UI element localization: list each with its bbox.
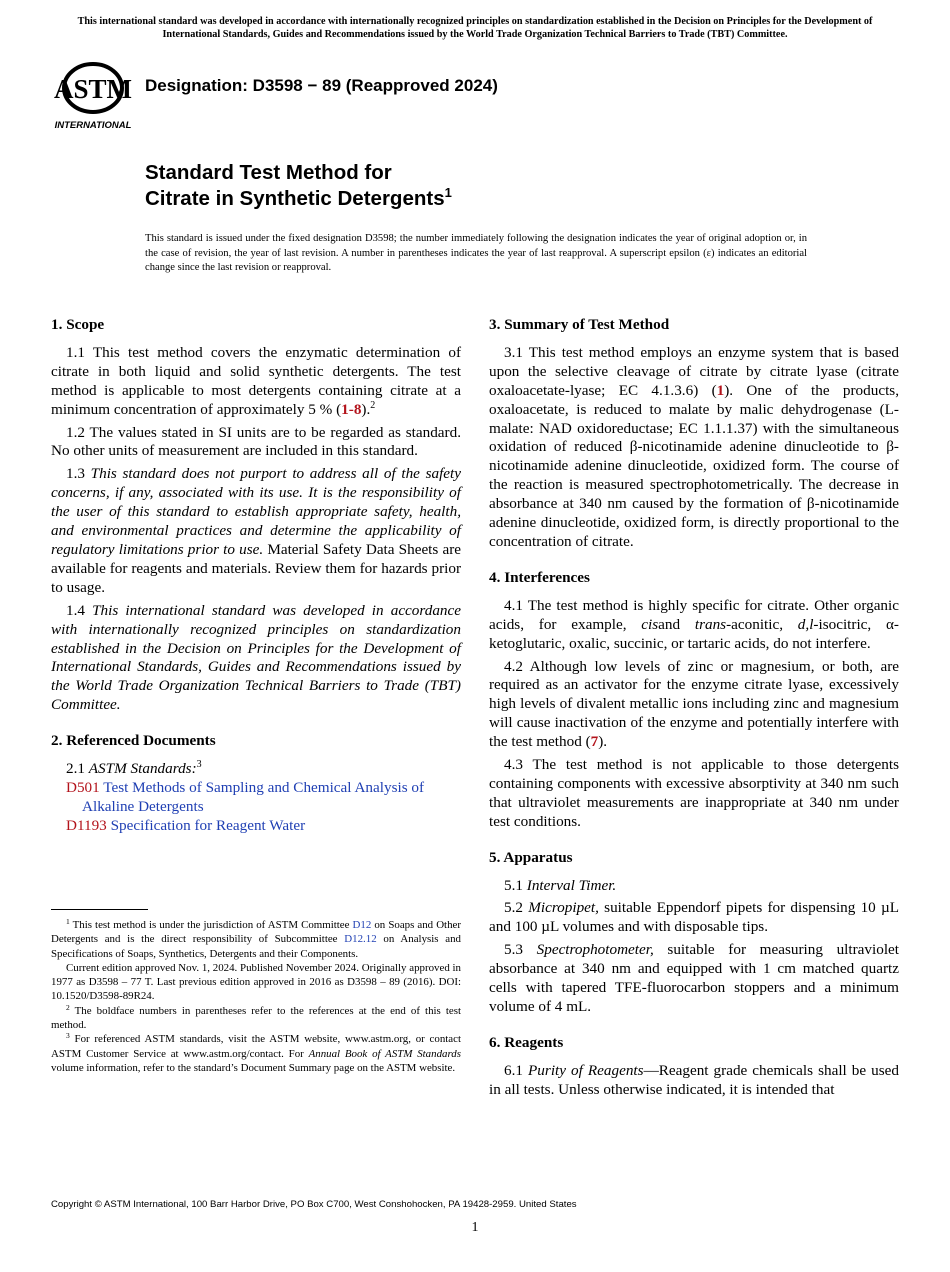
paragraph-1-4: 1.4 This international standard was developed in accordance with internationally recognized principles on standardization established in the Decision on Principles for the Development of International Standards, Guides and Recommendations issued by the World Trade Organization Technical Barriers to Trade (TBT) Committee. (51, 601, 462, 714)
top-notice: This international standard was developed in accordance with internationally recognized principles on standardization established in the Decision on Principles for the Development of International Standards, Guides and Recommendations issued by the World Trade Organization Technical Barriers to Trade (TBT) Committee. (77, 16, 873, 40)
section-heading-reagents: 6. Reagents (489, 1033, 564, 1051)
issuance-statement: This standard is issued under the fixed designation D3598; the number immediately following the designation indicates the year of original adoption or, in the case of revision, the year of last revision. A number in parentheses indicates the year of last reapproval. A superscript epsilon (ε) indicates an editorial change since the last revision or reapproval. (145, 233, 807, 273)
left-column (51, 316, 461, 836)
reference-link[interactable]: 1 (716, 381, 725, 399)
paragraph-5-1: 5.1 Interval Timer. (504, 876, 617, 894)
footnote-divider (51, 909, 148, 910)
copyright: Copyright © ASTM International, 100 Barr Harbor Drive, PO Box C700, West Conshohocken, PA 19428-2959. United States (51, 1199, 577, 1210)
footnote-2: $^2$ The boldface numbers in parentheses refer to the references at the end of this test method. (51, 1002, 461, 1032)
section-heading-apparatus: 5. Apparatus (489, 848, 573, 866)
paragraph-5-2: 5.2 Micropipet, suitable Eppendorf pipets for dispensing 10 µL and 100 µL volumes and with disposable tips. (489, 899, 900, 936)
paragraph-1-3: 1.3 This standard does not purport to address all of the safety concerns, if any, associated with its use. It is the responsibility of the user of this standard to establish appropriate safety, health, and environmental practices and determine the applicability of regulatory limitations prior to use. Material Safety Data Sheets are available for reagents and materials. Review them for hazards prior to usage. (51, 465, 462, 596)
designation: Designation: D3598 − 89 (Reapproved 2024) (145, 76, 498, 95)
logo-text: ASTM (54, 74, 133, 104)
title-line-1: Standard Test Method for (145, 161, 392, 184)
paragraph-3-1: 3.1 This test method employs an enzyme system that is based upon the selective cleavage of citrate by citrate lyase (citrate oxaloacetate-lyase; EC 4.1.3.6) (1). One of the products, oxaloacetate, is reduced to malate by malic dehydrogenase (L-malate: NAD oxidoreductase; EC 1.1.1.37) with the simultaneous oxidation of reduced β-nicotinamide adenine dinucleotide to β-nicotinamide adenine dinucleotide, oxidized form. The course of the reaction is measured spectrophotometrically. The decrease in absorbance at 340 nm caused by the formation of β-nicotinamide adenine dinucleotide, oxidized form, is directly proportional to the concentration of citrate. (489, 343, 900, 550)
title-line-2: Citrate in Synthetic Detergents (145, 187, 445, 210)
reference-link[interactable]: 7 (590, 733, 599, 751)
paragraph-4-3: 4.3 The test method is not applicable to those detergents containing components with excessive absorptivity at 340 nm such that ultraviolet measurements are inappropriate at 340 nm under test conditions. (489, 756, 899, 830)
section-heading-scope: 1. Scope (51, 316, 105, 333)
right-column (489, 316, 899, 1104)
footnotes (51, 918, 461, 1075)
footnote-1-edition: Current edition approved Nov. 1, 2024. Published November 2024. Originally approved in 1977 as D3598 – 77 T. Last previous edition approved in 2016 as D3598 – 89 (2016). DOI: 10.1520/D3598-89R24. (51, 961, 461, 1003)
title-footnote-mark: 1 (444, 185, 452, 200)
document-title (145, 160, 452, 212)
footnote-3: $^3$ For referenced ASTM standards, visit the ASTM website, www.astm.org, or contact ASTM Customer Service at www.astm.org/contact. For Annual Book of ASTM Standards volume information, refer to the standard’s Document Summary page on the ASTM website. (51, 1031, 461, 1074)
paragraph-4-2: 4.2 Although low levels of zinc or magnesium, or both, are required as an activator for the enzyme citrate lyase, excessively high levels of divalent metallic ions including zinc and magnesium will cause inactivation of the enzyme and potentially interfere with the test method (7). (489, 657, 899, 751)
reference-d501[interactable]: D501 Test Methods of Sampling and Chemical Analysis of Alkaline Detergents (66, 778, 425, 815)
paragraph-5-3: 5.3 Spectrophotometer, suitable for measuring ultraviolet absorbance at 340 nm and equipped with 1 cm matched quartz cells with tapered TFE-fluorocarbon stoppers and a minimum volume of 4 mL. (489, 941, 900, 1015)
section-heading-referenced-documents: 2. Referenced Documents (51, 732, 216, 750)
paragraph-4-1: 4.1 The test method is highly specific for citrate. Other organic acids, for example, cisand trans-aconitic, d,l-isocitric, α-ketoglutaric, oxalic, succinic, or tartaric acids, do not interfere. (489, 596, 899, 652)
logo-subtext: INTERNATIONAL (54, 120, 132, 130)
reference-d1193[interactable]: D1193 Specification for Reagent Water (66, 816, 306, 834)
paragraph-1-1: 1.1 This test method covers the enzymatic determination of citrate in both liquid and solid synthetic detergents. The test method is applicable to most detergents containing citrate at a minimum concentration of approximately 5 % (1-8).$^2$ (51, 343, 461, 418)
section-heading-interferences: 4. Interferences (489, 568, 590, 586)
paragraph-1-2: 1.2 The values stated in SI units are to be regarded as standard. No other units of measurement are included in this standard. (51, 423, 461, 460)
footnote-1: $^1$ This test method is under the jurisdiction of ASTM Committee D12 on Soaps and Other Detergents and is the direct responsibility of Subcommittee D12.12 on Analysis and Specifications of Soaps, Synthetics, Detergents and their Components. (51, 917, 461, 960)
footnote-mark[interactable]: 2 (370, 399, 376, 411)
subcommittee-link[interactable]: D12.12 (344, 933, 377, 946)
astm-logo (54, 58, 134, 130)
section-heading-summary: 3. Summary of Test Method (489, 316, 670, 333)
paragraph-2-1: 2.1 ASTM Standards:$^3$ (66, 759, 202, 778)
page-number: 1 (471, 1220, 479, 1235)
paragraph-6-1: 6.1 Purity of Reagents—Reagent grade chemicals shall be used in all tests. Unless otherwise indicated, it is intended that (489, 1061, 900, 1098)
committee-link[interactable]: D12 (352, 919, 372, 931)
reference-link[interactable]: 1-8 (341, 400, 362, 418)
